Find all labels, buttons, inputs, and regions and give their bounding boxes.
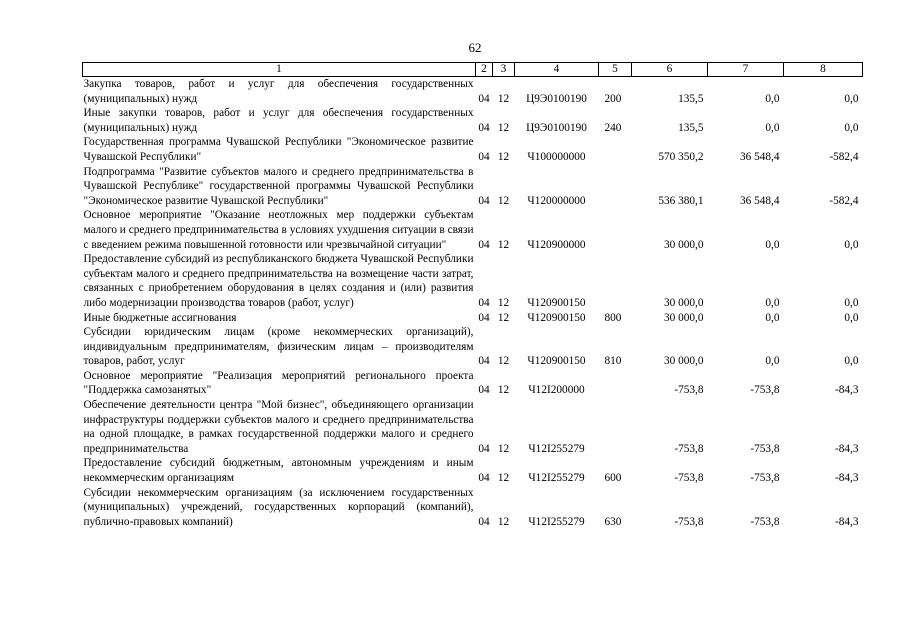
expense-type-cell [599, 369, 632, 398]
expense-type-cell [599, 252, 632, 310]
table-row [83, 325, 863, 369]
expense-type-cell [599, 165, 632, 209]
table-row [83, 165, 863, 209]
amount-cell: 30 000,0 [663, 355, 704, 368]
section-code-cell: 04 [478, 311, 490, 324]
section-code-cell: 04 [478, 515, 490, 528]
target-article-cell: Ч120900000 [527, 238, 586, 251]
row-name-cell: Обеспечение деятельности центра "Мой бизнес", объединяющего организации инфраструктуры поддержки субъектов малого и среднего предпринимательства на одной площадке, в рамках государственной поддержки малого и среднего предпринимательства [83, 399, 474, 455]
column-header-5: 5 [599, 63, 632, 77]
row-name-cell: Субсидии некоммерческим организациям (за исключением государственных (муниципальных) учреждений, государственных корпораций (компаний), публично-правовых компаний) [83, 486, 474, 528]
amount-cell: 536 380,1 [658, 194, 704, 207]
amount-cell: -753,8 [674, 442, 704, 455]
amount-change-2-cell: 0,0 [844, 92, 859, 105]
amount-cell: -753,8 [674, 515, 704, 528]
table-row [83, 311, 863, 326]
amount-change-cell: 0,0 [765, 311, 780, 324]
section-code-cell: 04 [478, 92, 490, 105]
amount-change-cell: 36 548,4 [739, 194, 780, 207]
amount-change-cell: 0,0 [765, 92, 780, 105]
table-header [83, 63, 863, 77]
amount-change-2-cell: 0,0 [844, 311, 859, 324]
expense-type-cell [599, 398, 632, 456]
target-article-cell: Ч120000000 [527, 194, 586, 207]
table-row [83, 208, 863, 252]
target-article-cell: Ч12I255279 [528, 472, 585, 485]
target-article-cell: Ц9Э0100190 [526, 121, 587, 134]
subsection-code-cell: 12 [497, 472, 510, 485]
subsection-code-cell: 12 [497, 194, 510, 207]
target-article-cell: Ч120900150 [527, 296, 586, 309]
expense-type-cell [599, 135, 632, 164]
amount-change-cell: 0,0 [765, 238, 780, 251]
subsection-code-cell: 12 [497, 296, 510, 309]
row-name-cell: Основное мероприятие "Реализация мероприятий регионального проекта "Поддержка самозанятых" [83, 369, 474, 397]
amount-change-2-cell: 0,0 [844, 355, 859, 368]
amount-change-cell: 36 548,4 [739, 150, 780, 163]
table-row [83, 398, 863, 456]
row-name-cell: Основное мероприятие "Оказание неотложных мер поддержки субъектам малого и среднего предпринимательства в условиях ухудшения ситуации в связи с введением режима повышенной готовности или чрезвычайной ситуации" [83, 209, 474, 251]
target-article-cell: Ц9Э0100190 [526, 92, 587, 105]
amount-change-2-cell: -84,3 [834, 472, 859, 485]
section-code-cell: 04 [478, 355, 490, 368]
amount-change-cell: 0,0 [765, 355, 780, 368]
subsection-code-cell: 12 [497, 442, 510, 455]
section-code-cell: 04 [478, 194, 490, 207]
row-name-cell: Предоставление субсидий из республиканского бюджета Чувашской Республики субъектам малого и среднего предпринимательства на возмещение части затрат, связанных с приобретением оборудования в целях создания и (или) развития либо модернизации производства товаров (работ, услуг) [83, 253, 474, 309]
section-code-cell: 04 [478, 472, 490, 485]
amount-change-cell: -753,8 [750, 384, 780, 397]
column-header-7: 7 [708, 63, 784, 77]
header-row [83, 63, 863, 77]
column-header-1: 1 [83, 63, 476, 77]
expense-type-cell: 800 [604, 311, 622, 324]
budget-table [82, 62, 863, 529]
row-name-cell: Государственная программа Чувашской Республики "Экономическое развитие Чувашской Республики" [83, 136, 474, 163]
amount-cell: 135,5 [678, 92, 704, 105]
amount-cell: 135,5 [678, 121, 704, 134]
expense-type-cell: 630 [604, 515, 622, 528]
table-row [83, 252, 863, 310]
table-row [83, 369, 863, 398]
row-name-cell: Подпрограмма "Развитие субъектов малого и среднего предпринимательства в Чувашской Республике" государственной программы Чувашской Республики "Экономическое развитие Чувашской Республики" [83, 165, 474, 207]
amount-change-2-cell: -84,3 [834, 384, 859, 397]
expense-type-cell: 600 [604, 472, 622, 485]
amount-change-cell: -753,8 [750, 515, 780, 528]
section-code-cell: 04 [478, 442, 490, 455]
table-row [83, 135, 863, 164]
subsection-code-cell: 12 [497, 515, 510, 528]
target-article-cell: Ч120900150 [527, 311, 586, 324]
subsection-code-cell: 12 [497, 384, 510, 397]
page-number: 62 [468, 40, 482, 55]
amount-change-2-cell: -84,3 [834, 515, 859, 528]
subsection-code-cell: 12 [497, 92, 510, 105]
amount-cell: -753,8 [674, 384, 704, 397]
column-header-3: 3 [493, 63, 515, 77]
section-code-cell: 04 [478, 121, 490, 134]
amount-cell: 30 000,0 [663, 311, 704, 324]
table-row [83, 456, 863, 485]
section-code-cell: 04 [478, 384, 490, 397]
amount-cell: 30 000,0 [663, 296, 704, 309]
column-header-4: 4 [515, 63, 599, 77]
section-code-cell: 04 [478, 238, 490, 251]
amount-change-2-cell: -582,4 [829, 150, 859, 163]
subsection-code-cell: 12 [497, 355, 510, 368]
row-name-cell: Иные бюджетные ассигнования [83, 311, 237, 324]
subsection-code-cell: 12 [497, 150, 510, 163]
target-article-cell: Ч12I200000 [528, 384, 585, 397]
row-name-cell: Субсидии юридическим лицам (кроме некоммерческих организаций), индивидуальным предпринимателям, физическим лицам – производителям товаров, работ, услуг [83, 326, 474, 368]
column-header-8: 8 [784, 63, 863, 77]
target-article-cell: Ч120900150 [527, 355, 586, 368]
subsection-code-cell: 12 [497, 311, 510, 324]
table-row [83, 77, 863, 107]
expense-type-cell: 810 [604, 355, 622, 368]
section-code-cell: 04 [478, 150, 490, 163]
amount-cell: 30 000,0 [663, 238, 704, 251]
amount-change-2-cell: 0,0 [844, 238, 859, 251]
target-article-cell: Ч12I255279 [528, 442, 585, 455]
amount-change-cell: -753,8 [750, 472, 780, 485]
row-name-cell: Предоставление субсидий бюджетным, автономным учреждениям и иным некоммерческим организациям [83, 457, 474, 485]
amount-cell: -753,8 [674, 472, 704, 485]
expense-type-cell: 240 [604, 121, 622, 134]
amount-change-cell: 0,0 [765, 296, 780, 309]
amount-change-2-cell: 0,0 [844, 296, 859, 309]
row-name-cell: Закупка товаров, работ и услуг для обеспечения государственных (муниципальных) нужд [83, 78, 474, 105]
table-row [83, 486, 863, 530]
amount-change-2-cell: -582,4 [829, 194, 859, 207]
column-header-6: 6 [632, 63, 708, 77]
target-article-cell: Ч12I255279 [528, 515, 585, 528]
amount-cell: 570 350,2 [658, 150, 704, 163]
amount-change-cell: -753,8 [750, 442, 780, 455]
row-name-cell: Иные закупки товаров, работ и услуг для обеспечения государственных (муниципальных) нужд [83, 107, 474, 134]
amount-change-cell: 0,0 [765, 121, 780, 134]
amount-change-2-cell: -84,3 [834, 442, 859, 455]
expense-type-cell [599, 208, 632, 252]
column-header-2: 2 [476, 63, 493, 77]
subsection-code-cell: 12 [497, 121, 510, 134]
table-body [83, 77, 863, 530]
table-row [83, 106, 863, 135]
amount-change-2-cell: 0,0 [844, 121, 859, 134]
expense-type-cell: 200 [604, 92, 622, 105]
section-code-cell: 04 [478, 296, 490, 309]
target-article-cell: Ч100000000 [527, 150, 586, 163]
subsection-code-cell: 12 [497, 238, 510, 251]
